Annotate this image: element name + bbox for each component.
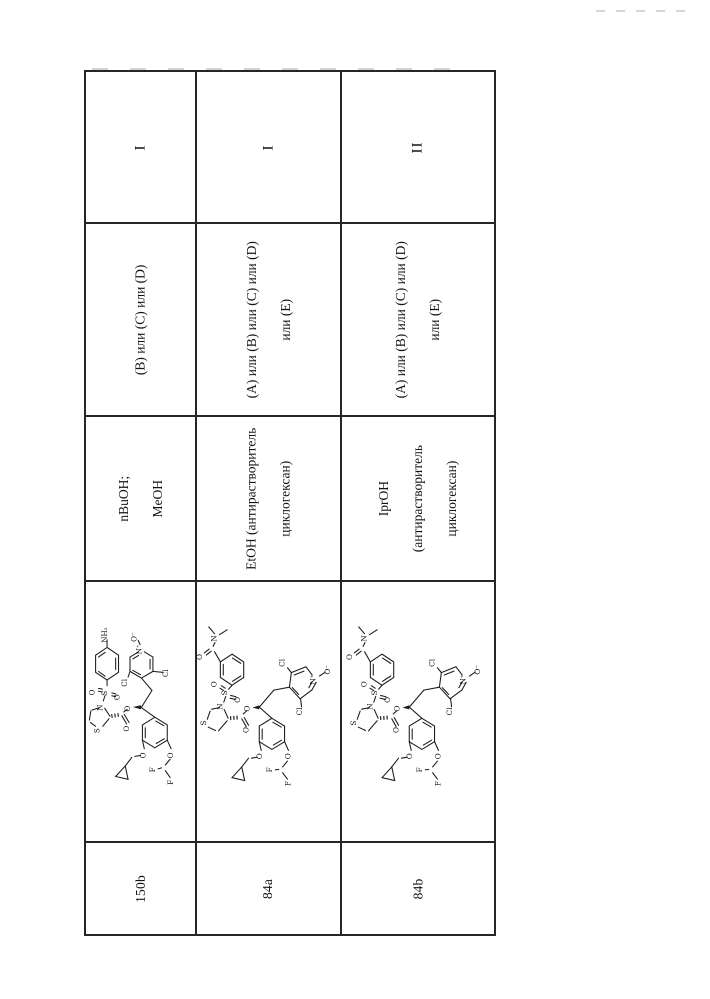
atom-label-o: O (122, 705, 132, 712)
solvent-line: циклогексан) (443, 460, 459, 537)
compound-id: 84a (260, 878, 276, 899)
atom-label-o: O (404, 753, 414, 760)
scan-artifact (596, 10, 692, 12)
atom-label-o: O (112, 694, 122, 701)
atom-label-o: O (138, 752, 148, 759)
solvent-text (235, 427, 303, 569)
atom-label-cl: Cl (277, 658, 287, 667)
solvent-line: EtOH (антирастворитель (243, 427, 259, 570)
atom-label-f: F (165, 779, 175, 785)
cell-form-84a (197, 72, 342, 224)
atom-label-nh2: NH₂ (100, 627, 110, 643)
cell-method-84b (342, 224, 494, 417)
cell-compound-150b (86, 843, 197, 934)
atom-label-o: O (194, 654, 204, 661)
atom-label-o: O (283, 753, 293, 760)
atom-label-s: S (220, 690, 230, 696)
atom-label-f: F (147, 767, 157, 773)
cell-solvent-84b (342, 417, 494, 582)
atom-label-n-plus: N⁺ (458, 674, 468, 685)
compound-id: 150b (132, 874, 148, 903)
atom-label-o-minus: O⁻ (323, 664, 333, 675)
cell-structure-150b (86, 582, 197, 843)
atom-label-n-plus: N⁺ (308, 674, 318, 685)
cell-method-150b (86, 224, 197, 417)
atom-label-o: O (232, 696, 242, 703)
atom-label-o: O (241, 726, 251, 733)
atom-label-o-minus: O⁻ (129, 632, 139, 642)
atom-label-f: F (414, 767, 424, 773)
solvent-line: IprOH (376, 480, 392, 517)
solvent-line: nBuOH; (115, 475, 131, 522)
atom-label-f: F (264, 767, 274, 773)
atom-label-o-minus: O⁻ (472, 664, 482, 675)
cell-structure-84b (342, 582, 494, 843)
method-line: (A) или (B) или (C) или (D) (243, 240, 259, 399)
atom-label-o: O (382, 696, 392, 703)
solvent-line: MeOH (149, 479, 165, 518)
cell-method-84a (197, 224, 342, 417)
atom-label-o: O (122, 725, 132, 732)
atom-label-cl: Cl (295, 707, 305, 716)
method-line: или (E) (277, 298, 293, 341)
cell-form-150b (86, 72, 197, 224)
atom-label-o: O (165, 752, 175, 759)
atom-label-o: O (209, 681, 219, 688)
cell-solvent-84a (197, 417, 342, 582)
atom-label-o: O (392, 705, 402, 712)
method-text (124, 264, 158, 375)
atom-label-o: O (242, 705, 252, 712)
atom-label-n: N (209, 635, 219, 642)
atom-label-o: O (344, 654, 354, 661)
cell-structure-84a (194, 582, 342, 843)
form-value: I (132, 144, 148, 150)
atom-label-n: N (215, 703, 225, 710)
atom-label-s: S (369, 690, 379, 696)
atom-label-s: S (198, 720, 208, 726)
solvent-text (367, 445, 468, 552)
molecule-150b (87, 583, 194, 840)
atom-label-f: F (283, 780, 293, 786)
atom-label-cl: Cl (120, 678, 130, 687)
solvent-line: циклогексан) (277, 460, 293, 537)
molecule-84a (194, 583, 339, 840)
form-value: II (409, 141, 426, 153)
method-line: (A) или (B) или (C) или (D) (393, 240, 409, 399)
method-line: или (E) (427, 298, 442, 341)
solvent-line: (антирастворитель (410, 444, 426, 553)
solvent-text (107, 476, 175, 522)
cell-form-84b (342, 72, 494, 224)
atom-label-s: S (100, 690, 110, 696)
atom-label-n: N (95, 704, 105, 711)
atom-label-n-plus: N⁺ (134, 644, 144, 655)
atom-label-o: O (255, 753, 265, 760)
method-text (235, 241, 303, 398)
atom-label-cl: Cl (444, 707, 454, 716)
atom-label-cl: Cl (161, 669, 171, 678)
cell-compound-84b (342, 843, 494, 934)
molecule-84b (344, 583, 489, 840)
atom-label-o: O (432, 753, 442, 760)
atom-label-o: O (87, 689, 97, 696)
atom-label-s: S (348, 720, 358, 726)
cell-compound-84a (197, 843, 342, 934)
atom-label-o: O (358, 681, 368, 688)
atom-label-cl: Cl (427, 658, 437, 667)
compound-table (84, 70, 496, 936)
compound-id: 84b (409, 878, 425, 899)
atom-label-f: F (432, 780, 442, 786)
atom-label-n: N (364, 703, 374, 710)
method-line: (B) или (C) или (D) (132, 264, 148, 375)
method-text (384, 241, 452, 398)
cell-solvent-150b (86, 417, 197, 582)
form-value: I (260, 144, 276, 150)
atom-label-n: N (358, 635, 368, 642)
atom-label-s: S (92, 728, 102, 734)
atom-label-o: O (391, 726, 401, 733)
